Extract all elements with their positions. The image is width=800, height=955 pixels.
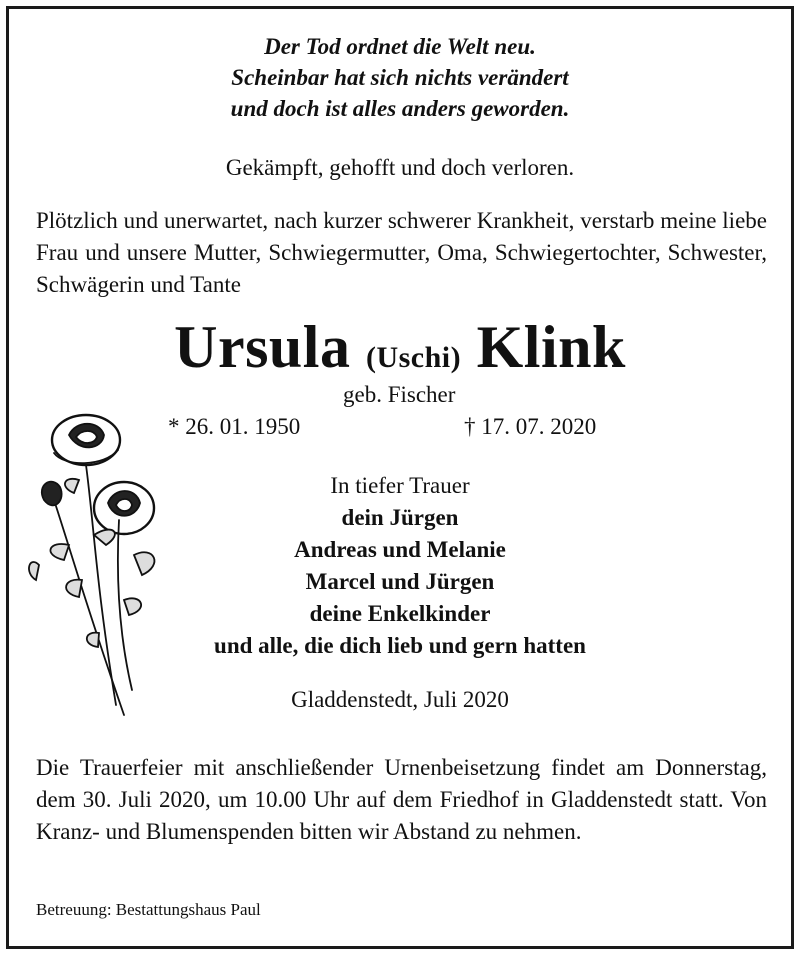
death-date: † 17. 07. 2020 (464, 414, 597, 439)
deceased-name (0, 313, 800, 382)
quote-line: Scheinbar hat sich nichts verändert (231, 65, 569, 90)
funeral-info: Die Trauerfeier mit anschließender Urnenbeisetzung findet am Donnerstag, dem 30. Juli 2020, um 10.00 Uhr auf dem Friedhof in Gladdenstedt statt. Von Kranz- und Blumenspenden bitten wir Abstand zu nehmen. (36, 755, 767, 844)
undertaker: Betreuung: Bestattungshaus Paul (36, 900, 261, 919)
quote-line: und doch ist alles anders geworden. (230, 96, 570, 121)
mourners (0, 470, 800, 662)
subline: Gekämpft, gehofft und doch verloren. (225, 155, 575, 180)
mourner-line: dein Jürgen (341, 505, 459, 530)
place-date: Gladdenstedt, Juli 2020 (291, 687, 509, 712)
quote (0, 31, 800, 124)
birth-date: * 26. 01. 1950 (168, 414, 301, 439)
mourner-line: Andreas und Melanie (294, 537, 506, 562)
mourner-line: deine Enkelkinder (309, 601, 491, 626)
first-name: Ursula (174, 314, 351, 380)
mourner-line: und alle, die dich lieb und gern hatten (214, 633, 586, 658)
mourner-line: Marcel und Jürgen (305, 569, 495, 594)
last-name: Klink (476, 314, 626, 380)
mourners-heading: In tiefer Trauer (330, 473, 470, 498)
nickname: (Uschi) (365, 341, 462, 374)
quote-line: Der Tod ordnet die Welt neu. (264, 34, 536, 59)
announcement: Plötzlich und unerwartet, nach kurzer schwerer Krankheit, verstarb meine liebe Frau und unsere Mutter, Schwiegermutter, Oma, Schwiegertochter, Schwester, Schwägerin und Tante (36, 208, 767, 297)
maiden-name: geb. Fischer (343, 382, 456, 407)
